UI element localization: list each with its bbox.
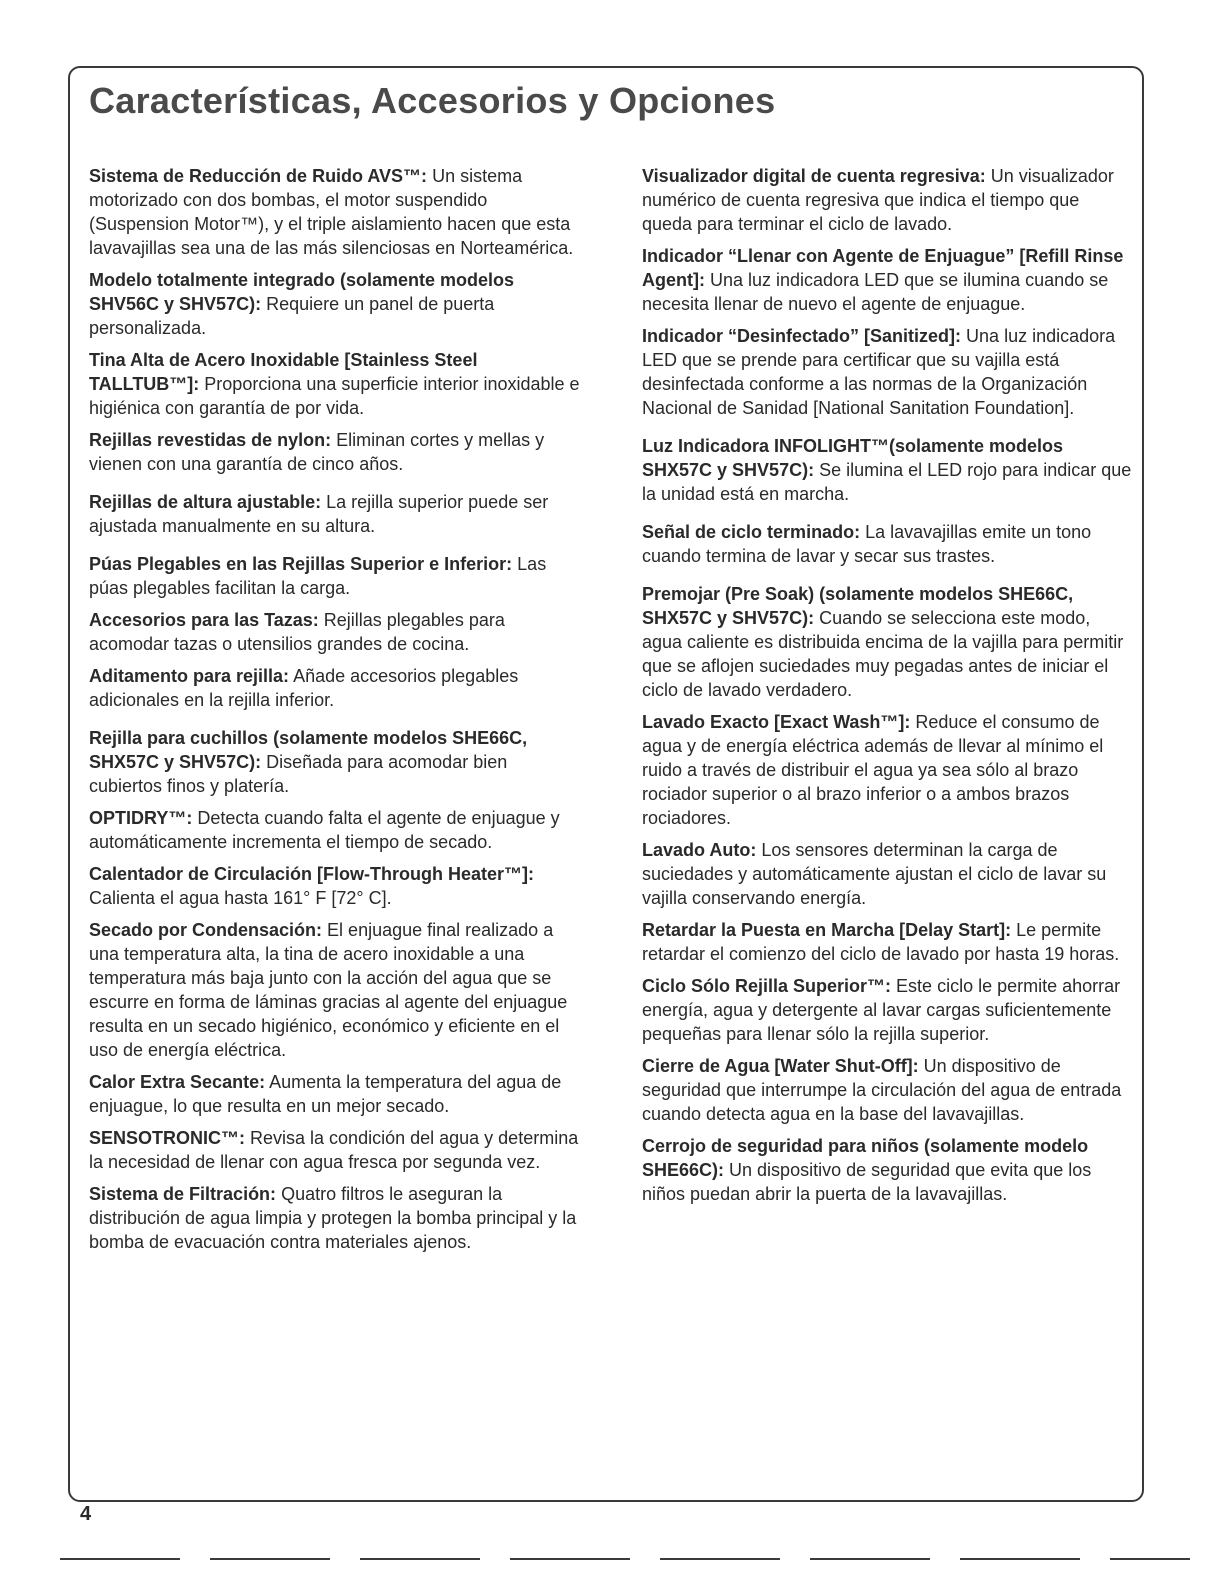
feature-heading: Rejillas revestidas de nylon: xyxy=(89,430,332,450)
feature-text: Un visualizador numérico de cuenta regresiva que indica el tiempo que queda para terminar el ciclo de lavado. xyxy=(642,166,1114,234)
feature-heading: Calor Extra Secante: xyxy=(89,1072,266,1092)
page-title: Características, Accesorios y Opciones xyxy=(89,80,776,121)
feature-item xyxy=(642,324,1134,420)
feature-item xyxy=(642,1054,1134,1126)
feature-text: Requiere un panel de puerta personalizada. xyxy=(89,294,495,338)
feature-heading: Indicador “Llenar con Agente de Enjuague” [Refill Rinse Agent]: xyxy=(642,246,1124,290)
feature-text: El enjuague final realizado a una temperatura alta, la tina de acero inoxidable a una temperatura más baja junto con la acción del agua que se escurre en forma de láminas gracias al agente del enjuague resulta en un secado higiénico, económico y eficiente en el uso de energía eléctrica. xyxy=(89,920,568,1060)
feature-item xyxy=(89,1126,581,1174)
feature-text: La lavavajillas emite un tono cuando termina de lavar y secar sus trastes. xyxy=(642,522,1092,566)
feature-text: Una luz indicadora LED que se ilumina cuando se necesita llenar de nuevo el agente de enjuague. xyxy=(642,270,1109,314)
feature-item xyxy=(89,428,581,476)
feature-text: Los sensores determinan la carga de suciedades y automáticamente ajustan el ciclo de lavar su vajilla conservando energía. xyxy=(642,840,1107,908)
feature-heading: Retardar la Puesta en Marcha [Delay Start]: xyxy=(642,920,1012,940)
feature-heading: Visualizador digital de cuenta regresiva: xyxy=(642,166,986,186)
feature-text: Añade accesorios plegables adicionales en la rejilla inferior. xyxy=(89,666,519,710)
feature-item xyxy=(89,1070,581,1118)
feature-heading: Lavado Auto: xyxy=(642,840,757,860)
feature-item xyxy=(89,552,581,600)
feature-item xyxy=(642,520,1134,568)
feature-text: Se ilumina el LED rojo para indicar que la unidad está en marcha. xyxy=(642,460,1132,504)
feature-heading: Tina Alta de Acero Inoxidable [Stainless Steel TALLTUB™]: xyxy=(89,350,478,394)
feature-item xyxy=(642,974,1134,1046)
page-number: 4 xyxy=(80,1503,92,1525)
feature-heading: Señal de ciclo terminado: xyxy=(642,522,861,542)
feature-item xyxy=(89,726,581,798)
feature-heading: Indicador “Desinfectado” [Sanitized]: xyxy=(642,326,962,346)
feature-item xyxy=(89,490,581,538)
feature-heading: Accesorios para las Tazas: xyxy=(89,610,319,630)
right-column xyxy=(642,164,1134,1214)
feature-text: Rejillas plegables para acomodar tazas o utensilios grandes de cocina. xyxy=(89,610,505,654)
feature-text: Un dispositivo de seguridad que interrumpe la circulación del agua de entrada cuando detecta agua en la base del lavavajillas. xyxy=(642,1056,1122,1124)
feature-heading: SENSOTRONIC™: xyxy=(89,1128,246,1148)
feature-text: Revisa la condición del agua y determina la necesidad de llenar con agua fresca por segunda vez. xyxy=(89,1128,579,1172)
feature-text: Este ciclo le permite ahorrar energía, agua y detergente al lavar cargas suficientemente pequeñas para llenar sólo la rejilla superior. xyxy=(642,976,1121,1044)
feature-item xyxy=(89,348,581,420)
bottom-rule xyxy=(60,1558,1190,1560)
feature-text: Una luz indicadora LED que se prende para certificar que su vajilla está desinfectada conforme a las normas de la Organización Nacional de Sanidad [National Sanitation Foundation]. xyxy=(642,326,1116,418)
feature-text: La rejilla superior puede ser ajustada manualmente en su altura. xyxy=(89,492,549,536)
feature-heading: Modelo totalmente integrado (solamente modelos SHV56C y SHV57C): xyxy=(89,270,515,314)
feature-text: Cuando se selecciona este modo, agua caliente es distribuida encima de la vajilla para permitir que se aflojen suciedades muy pegadas antes de iniciar el ciclo de lavado verdadero. xyxy=(642,608,1124,700)
feature-heading: Calentador de Circulación [Flow-Through Heater™]: xyxy=(89,864,535,884)
feature-item xyxy=(89,268,581,340)
feature-heading: Lavado Exacto [Exact Wash™]: xyxy=(642,712,911,732)
feature-heading: Rejilla para cuchillos (solamente modelos SHE66C, SHX57C y SHV57C): xyxy=(89,728,528,772)
feature-text: Calienta el agua hasta 161° F [72° C]. xyxy=(89,888,392,908)
left-column xyxy=(89,164,581,1262)
feature-item xyxy=(642,918,1134,966)
feature-heading: Aditamento para rejilla: xyxy=(89,666,290,686)
feature-text: Quatro filtros le aseguran la distribución de agua limpia y protegen la bomba principal y la bomba de evacuación contra materiales ajenos. xyxy=(89,1184,577,1252)
feature-heading: Secado por Condensación: xyxy=(89,920,323,940)
feature-heading: Cerrojo de seguridad para niños (solamente modelo SHE66C): xyxy=(642,1136,1089,1180)
feature-text: Diseñada para acomodar bien cubiertos finos y platería. xyxy=(89,752,508,796)
feature-heading: Rejillas de altura ajustable: xyxy=(89,492,322,512)
feature-heading: Luz Indicadora INFOLIGHT™(solamente modelos SHX57C y SHV57C): xyxy=(642,436,1064,480)
feature-text: Le permite retardar el comienzo del ciclo de lavado por hasta 19 horas. xyxy=(642,920,1120,964)
feature-text: Proporciona una superficie interior inoxidable e higiénica con garantía de por vida. xyxy=(89,374,580,418)
feature-item xyxy=(642,710,1134,830)
feature-text: Eliminan cortes y mellas y vienen con una garantía de cinco años. xyxy=(89,430,545,474)
feature-text: Aumenta la temperatura del agua de enjuague, lo que resulta en un mejor secado. xyxy=(89,1072,562,1116)
feature-heading: Premojar (Pre Soak) (solamente modelos SHE66C, SHX57C y SHV57C): xyxy=(642,584,1074,628)
feature-item xyxy=(89,1182,581,1254)
feature-text: Un sistema motorizado con dos bombas, el motor suspendido (Suspension Motor™), y el triple aislamiento hacen que esta lavavajillas sea una de las más silenciosas en Norteamérica. xyxy=(89,166,574,258)
feature-heading: OPTIDRY™: xyxy=(89,808,193,828)
feature-item xyxy=(642,838,1134,910)
feature-item xyxy=(642,434,1134,506)
feature-heading: Púas Plegables en las Rejillas Superior e Inferior: xyxy=(89,554,513,574)
feature-item xyxy=(642,164,1134,236)
feature-item xyxy=(642,1134,1134,1206)
feature-heading: Sistema de Reducción de Ruido AVS™: xyxy=(89,166,428,186)
feature-text: Detecta cuando falta el agente de enjuague y automáticamente incrementa el tiempo de secado. xyxy=(89,808,560,852)
feature-item xyxy=(89,862,581,910)
feature-heading: Cierre de Agua [Water Shut-Off]: xyxy=(642,1056,919,1076)
feature-text: Reduce el consumo de agua y de energía eléctrica además de llevar al mínimo el ruido a través de distribuir el agua ya sea sólo al brazo rociador superior o al brazo inferior o a ambos brazos rociadores. xyxy=(642,712,1104,828)
feature-text: Un dispositivo de seguridad que evita que los niños puedan abrir la puerta de la lavavajillas. xyxy=(642,1160,1092,1204)
feature-item xyxy=(89,806,581,854)
feature-heading: Sistema de Filtración: xyxy=(89,1184,277,1204)
feature-item xyxy=(89,918,581,1062)
feature-item xyxy=(642,244,1134,316)
feature-text: Las púas plegables facilitan la carga. xyxy=(89,554,547,598)
feature-item xyxy=(642,582,1134,702)
feature-item xyxy=(89,608,581,656)
feature-item xyxy=(89,664,581,712)
feature-heading: Ciclo Sólo Rejilla Superior™: xyxy=(642,976,892,996)
feature-item xyxy=(89,164,581,260)
